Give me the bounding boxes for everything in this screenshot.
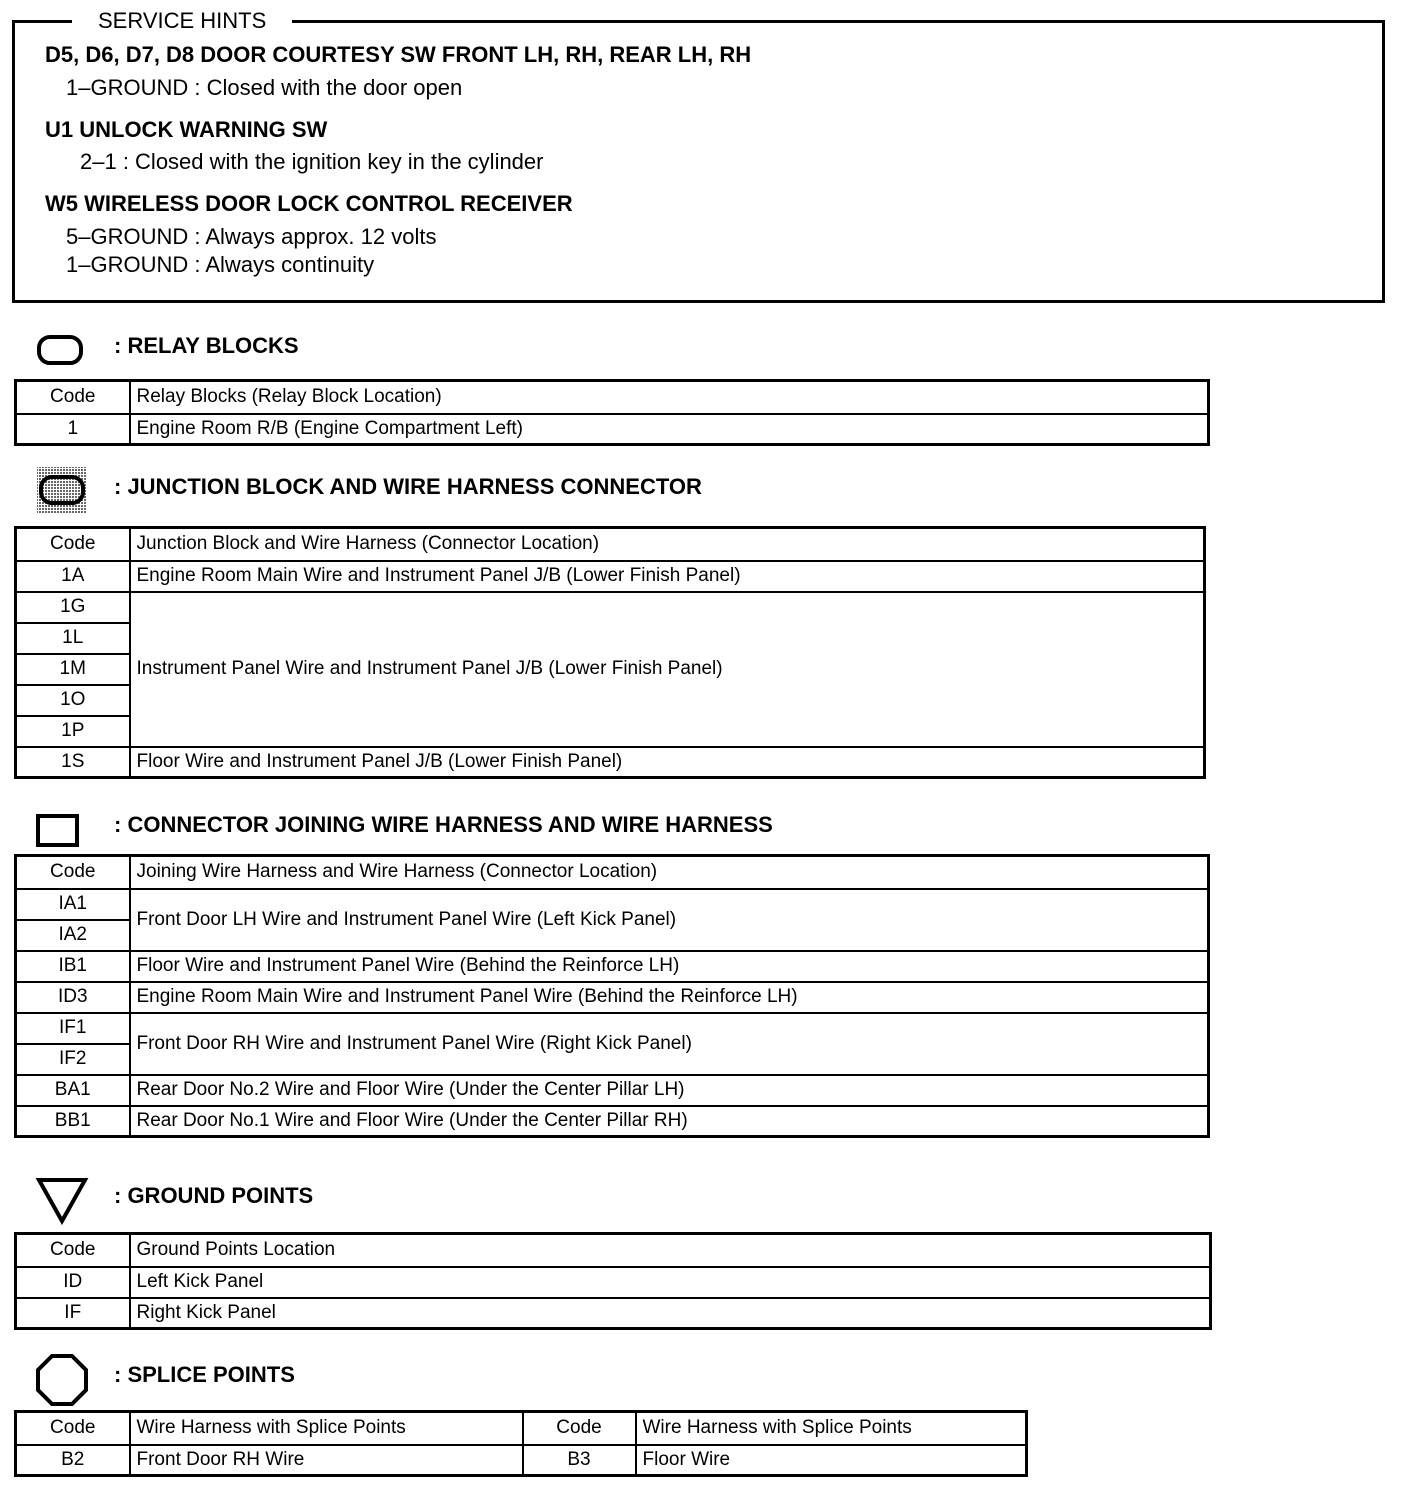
row-code: 1P	[16, 716, 130, 747]
row-description: Floor Wire	[636, 1445, 1027, 1476]
row-code: 1M	[16, 654, 130, 685]
row-description: Engine Room Main Wire and Instrument Panel J/B (Lower Finish Panel)	[130, 561, 1205, 592]
down-triangle-icon	[34, 1175, 90, 1227]
hint-line: 1–GROUND : Closed with the door open	[66, 75, 463, 100]
row-code: BB1	[16, 1106, 130, 1137]
row-code: IF	[16, 1298, 130, 1329]
rectangle-icon	[36, 814, 80, 848]
row-description: Engine Room Main Wire and Instrument Panel Wire (Behind the Reinforce LH)	[130, 982, 1209, 1013]
column-header-code: Code	[16, 381, 130, 414]
column-header-description: Junction Block and Wire Harness (Connector Location)	[130, 528, 1205, 561]
row-code: IA1	[16, 889, 130, 920]
column-header-description: Relay Blocks (Relay Block Location)	[130, 381, 1209, 414]
splice-points-table	[14, 1410, 1028, 1477]
octagon-icon	[34, 1352, 90, 1408]
table-row	[16, 951, 1209, 982]
table-row	[16, 1013, 1209, 1044]
ground-points-table	[14, 1232, 1212, 1330]
row-description: Rear Door No.1 Wire and Floor Wire (Under the Center Pillar RH)	[130, 1106, 1209, 1137]
ground-points-title: : GROUND POINTS	[114, 1183, 314, 1208]
junction-blocks-title: : JUNCTION BLOCK AND WIRE HARNESS CONNECTOR	[114, 474, 702, 499]
hint-line: 1–GROUND : Always continuity	[66, 252, 375, 277]
column-header-code: Code	[16, 528, 130, 561]
relay-blocks-title: : RELAY BLOCKS	[114, 333, 299, 358]
table-row	[16, 1267, 1211, 1298]
table-row	[16, 1445, 1027, 1476]
table-header-row	[16, 381, 1209, 414]
row-code: 1O	[16, 685, 130, 716]
table-row	[16, 1075, 1209, 1106]
column-header-code: Code	[16, 856, 130, 889]
row-code: IA2	[16, 920, 130, 951]
splice-points-title: : SPLICE POINTS	[114, 1362, 295, 1387]
row-description: Floor Wire and Instrument Panel Wire (Behind the Reinforce LH)	[130, 951, 1209, 982]
row-code: ID	[16, 1267, 130, 1298]
row-description: Right Kick Panel	[130, 1298, 1211, 1329]
hint-line: 2–1 : Closed with the ignition key in the cylinder	[80, 149, 544, 174]
column-header-code: Code	[16, 1412, 130, 1445]
column-header-description: Ground Points Location	[130, 1234, 1211, 1267]
row-code: ID3	[16, 982, 130, 1013]
row-description: Left Kick Panel	[130, 1267, 1211, 1298]
row-description: Instrument Panel Wire and Instrument Panel J/B (Lower Finish Panel)	[130, 592, 1205, 747]
row-code: BA1	[16, 1075, 130, 1106]
table-row	[16, 592, 1205, 623]
hint-heading-wireless-receiver: W5 WIRELESS DOOR LOCK CONTROL RECEIVER	[45, 191, 573, 216]
row-code: 1S	[16, 747, 130, 778]
table-header-row	[16, 1412, 1027, 1445]
table-row	[16, 561, 1205, 592]
row-code: IF2	[16, 1044, 130, 1075]
rounded-rectangle-icon	[36, 334, 84, 366]
hint-line: 5–GROUND : Always approx. 12 volts	[66, 224, 437, 249]
service-hints-title: SERVICE HINTS	[72, 8, 292, 34]
relay-blocks-table	[14, 379, 1210, 446]
table-row	[16, 1106, 1209, 1137]
connectors-table	[14, 854, 1210, 1138]
row-code: 1G	[16, 592, 130, 623]
table-row	[16, 889, 1209, 920]
row-description: Front Door LH Wire and Instrument Panel Wire (Left Kick Panel)	[130, 889, 1209, 951]
row-description: Floor Wire and Instrument Panel J/B (Lower Finish Panel)	[130, 747, 1205, 778]
table-row	[16, 982, 1209, 1013]
column-header-code: Code	[523, 1412, 636, 1445]
table-header-row	[16, 1234, 1211, 1267]
table-row	[16, 414, 1209, 445]
row-description: Rear Door No.2 Wire and Floor Wire (Under the Center Pillar LH)	[130, 1075, 1209, 1106]
table-header-row	[16, 856, 1209, 889]
connectors-title: : CONNECTOR JOINING WIRE HARNESS AND WIRE HARNESS	[114, 812, 773, 837]
row-code: 1	[16, 414, 130, 445]
row-description: Front Door RH Wire	[130, 1445, 523, 1476]
row-code: 1L	[16, 623, 130, 654]
table-row	[16, 747, 1205, 778]
row-code: B2	[16, 1445, 130, 1476]
row-description: Front Door RH Wire and Instrument Panel Wire (Right Kick Panel)	[130, 1013, 1209, 1075]
column-header-description: Wire Harness with Splice Points	[130, 1412, 523, 1445]
row-description: Engine Room R/B (Engine Compartment Left)	[130, 414, 1209, 445]
row-code: IF1	[16, 1013, 130, 1044]
shaded-rounded-rectangle-icon	[36, 466, 88, 514]
column-header-code: Code	[16, 1234, 130, 1267]
column-header-description: Wire Harness with Splice Points	[636, 1412, 1027, 1445]
table-header-row	[16, 528, 1205, 561]
row-code: 1A	[16, 561, 130, 592]
column-header-description: Joining Wire Harness and Wire Harness (Connector Location)	[130, 856, 1209, 889]
table-row	[16, 1298, 1211, 1329]
row-code: IB1	[16, 951, 130, 982]
junction-blocks-table	[14, 526, 1206, 779]
hint-heading-unlock-warning: U1 UNLOCK WARNING SW	[45, 117, 328, 142]
row-code: B3	[523, 1445, 636, 1476]
hint-heading-door-courtesy: D5, D6, D7, D8 DOOR COURTESY SW FRONT LH, RH, REAR LH, RH	[45, 42, 752, 67]
